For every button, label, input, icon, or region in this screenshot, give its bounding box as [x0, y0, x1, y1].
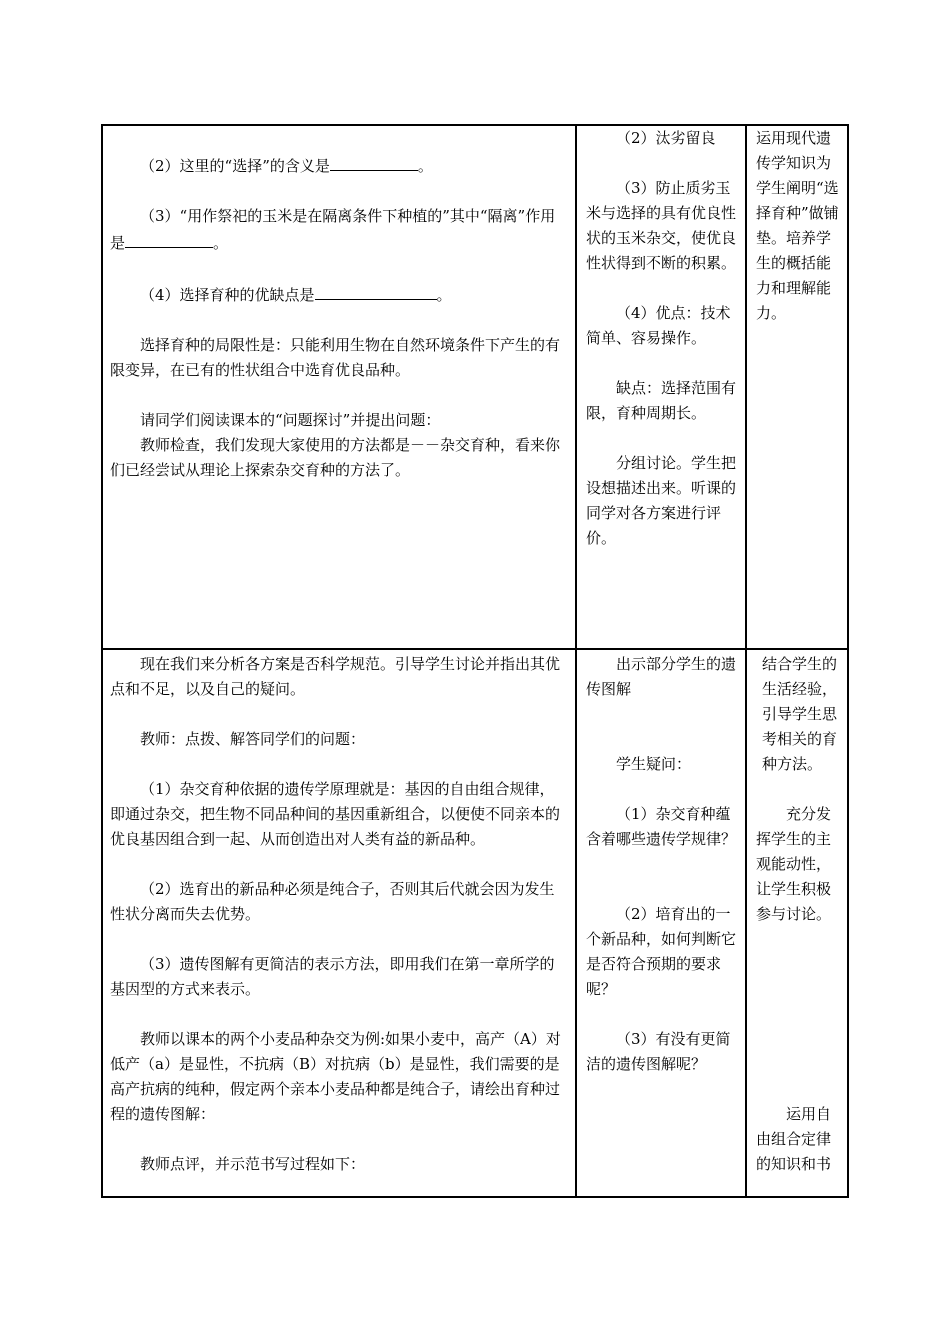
- answer-4-advantages: （4）优点：技术简单、容易操作。: [586, 304, 731, 347]
- design-intent-1: 运用现代遗传学知识为学生阐明“选择育种”做铺垫。培养学生的概括能力和理解能力。: [756, 129, 839, 322]
- row2-teacher-activity: [110, 652, 564, 1177]
- design-intent-2: 结合学生的生活经验，引导学生思考相关的育种方法。: [762, 655, 838, 773]
- answer-4-disadvantages: 缺点：选择范围有限，育种周期长。: [586, 379, 737, 422]
- row1-design-intent: [756, 126, 844, 326]
- answer-blank: [125, 229, 213, 248]
- row-divider: [101, 648, 849, 650]
- design-intent-3: 充分发挥学生的主观能动性，让学生积极参与讨论。: [756, 805, 832, 923]
- design-intent-4: 运用自由组合定律的知识和书: [756, 1105, 832, 1173]
- answer-blank: [330, 152, 418, 171]
- wheat-example: 教师以课本的两个小麦品种杂交为例:如果小麦中，高产（A）对低产（a）是显性，不抗病（B）对抗病（b）是显性，我们需要的是高产抗病的纯种，假定两个亲本小麦品种都是纯合子，请绘出育种过程的遗传图解：: [110, 1030, 561, 1123]
- selective-breeding-limitation: 选择育种的局限性是：只能利用生物在自然环境条件下产生的有限变异，在已有的性状组合中选育优良品种。: [110, 336, 561, 379]
- row2-student-activity: [586, 652, 738, 1077]
- answer-2: （2）汰劣留良: [616, 129, 716, 147]
- teacher-guidance: 教师：点拨、解答同学们的问题：: [140, 730, 366, 748]
- student-questions-label: 学生疑问：: [616, 755, 692, 773]
- student-question-1: （1）杂交育种蕴含着哪些遗传学规律？: [586, 805, 737, 848]
- student-question-3: （3）有没有更简洁的遗传图解呢？: [586, 1030, 731, 1073]
- answer-blank: [315, 281, 437, 300]
- question-3: （3）“用作祭祀的玉米是在隔离条件下种植的”其中“隔离”作用是 。: [110, 207, 556, 252]
- read-textbook-prompt: 请同学们阅读课本的“问题探讨”并提出问题：: [140, 411, 441, 429]
- column-divider: [745, 124, 747, 1198]
- row1-teacher-activity: [110, 152, 564, 483]
- teacher-comment: 教师点评，并示范书写过程如下：: [140, 1155, 366, 1173]
- group-discussion: 分组讨论。学生把设想描述出来。听课的同学对各方案进行评价。: [586, 454, 737, 547]
- principle-1: （1）杂交育种依据的遗传学原理就是：基因的自由组合规律，即通过杂交，把生物不同品种间的基因重新组合，以便使不同亲本的优良基因组合到一起、从而创造出对人类有益的新品种。: [110, 780, 561, 848]
- row1-student-activity: [586, 126, 738, 551]
- question-2: （2）这里的“选择”的含义是 。: [110, 152, 564, 179]
- principle-2: （2）选育出的新品种必须是纯合子，否则其后代就会因为发生性状分离而失去优势。: [110, 880, 555, 923]
- analyze-plans: 现在我们来分析各方案是否科学规范。引导学生讨论并指出其优点和不足，以及自己的疑问。: [110, 655, 561, 698]
- student-question-2: （2）培育出的一个新品种，如何判断它是否符合预期的要求呢？: [586, 905, 737, 998]
- teacher-check-paragraph: 教师检查，我们发现大家使用的方法都是－－杂交育种，看来你们已经尝试从理论上探索杂交育种的方法了。: [110, 436, 561, 479]
- row2-design-intent: [756, 652, 844, 1177]
- answer-3: （3）防止质劣玉米与选择的具有优良性状的玉米杂交，使优良性状得到不断的积累。: [586, 179, 737, 272]
- column-divider: [575, 124, 577, 1198]
- principle-3: （3）遗传图解有更简洁的表示方法，即用我们在第一章所学的基因型的方式来表示。: [110, 955, 555, 998]
- question-4: （4）选择育种的优缺点是 。: [110, 281, 564, 308]
- show-student-diagrams: 出示部分学生的遗传图解: [586, 655, 737, 698]
